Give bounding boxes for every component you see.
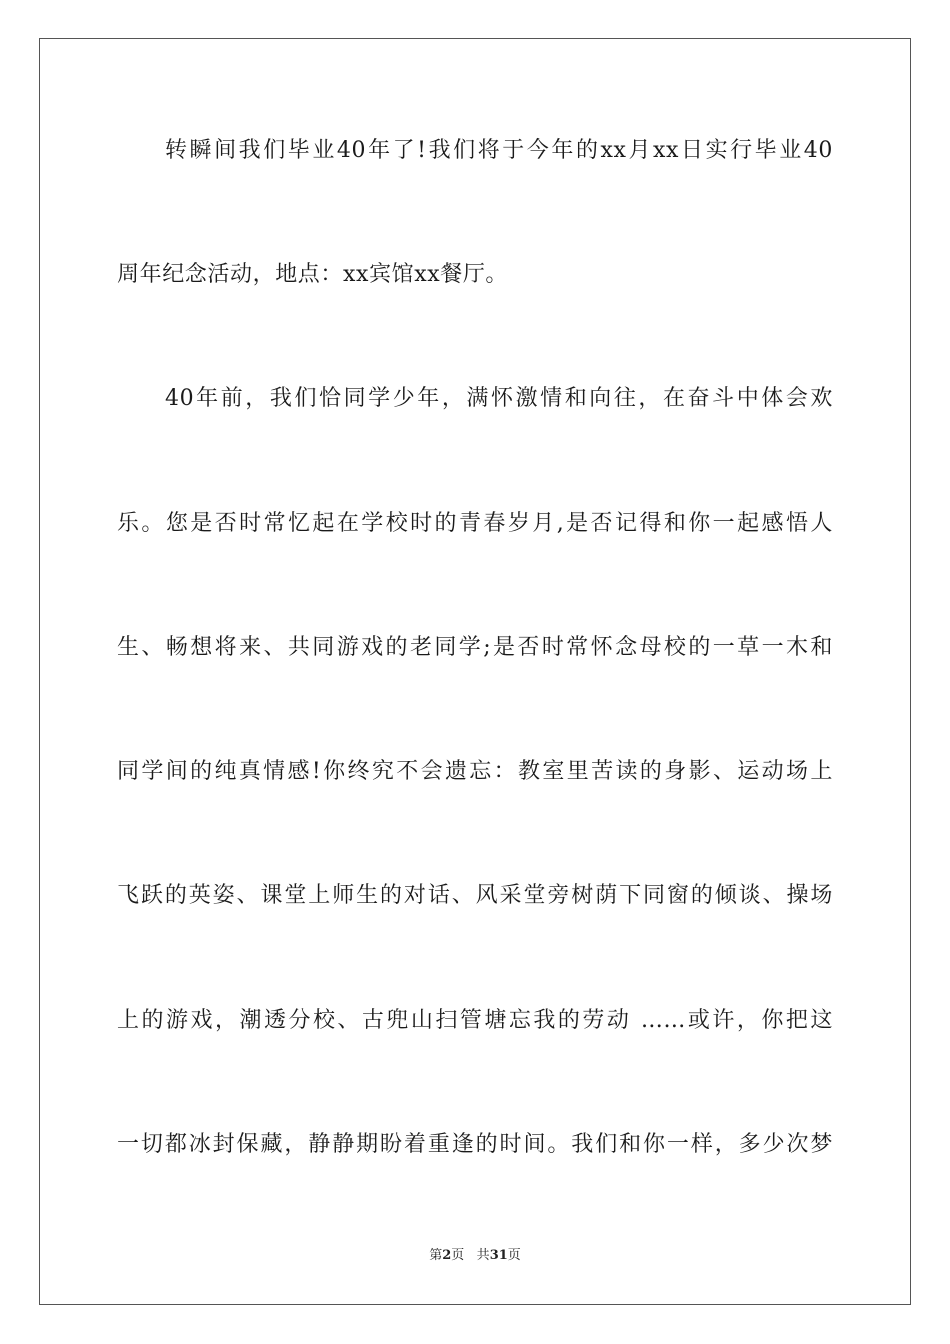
- page-footer: [0, 1246, 950, 1266]
- footer-page-current: 2: [442, 1248, 452, 1263]
- paragraph-2-line-6: 上的游戏，潮透分校、古兜山扫管塘忘我的劳动 ……或许，你把这: [117, 1008, 833, 1033]
- footer-page-suffix: 页: [451, 1248, 465, 1263]
- footer-page-prefix: 第: [429, 1248, 443, 1263]
- footer-total-suffix: 页: [507, 1248, 521, 1263]
- paragraph-2-line-2: 乐。您是否时常忆起在学校时的青春岁月,是否记得和你一起感悟人: [117, 511, 833, 536]
- footer-page-total: 31: [489, 1248, 508, 1263]
- paragraph-2-line-3: 生、畅想将来、共同游戏的老同学;是否时常怀念母校的一草一木和: [117, 635, 833, 660]
- paragraph-1-line-2: 周年纪念活动，地点：xx宾馆xx餐厅。: [117, 262, 509, 287]
- paragraph-2-line-5: 飞跃的英姿、课堂上师生的对话、风采堂旁树荫下同窗的倾谈、操场: [117, 883, 833, 908]
- paragraph-2-line-1: 40年前，我们恰同学少年，满怀激情和向往，在奋斗中体会欢: [165, 386, 833, 411]
- paragraph-2-line-4: 同学间的纯真情感!你终究不会遗忘：教室里苦读的身影、运动场上: [117, 759, 833, 784]
- paragraph-2-line-7: 一切都冰封保藏，静静期盼着重逢的时间。我们和你一样，多少次梦: [117, 1132, 833, 1157]
- paragraph-1-line-1: 转瞬间我们毕业40年了!我们将于今年的xx月xx日实行毕业40: [165, 138, 833, 163]
- footer-total-prefix: 共: [476, 1248, 490, 1263]
- page-frame: [39, 38, 911, 1305]
